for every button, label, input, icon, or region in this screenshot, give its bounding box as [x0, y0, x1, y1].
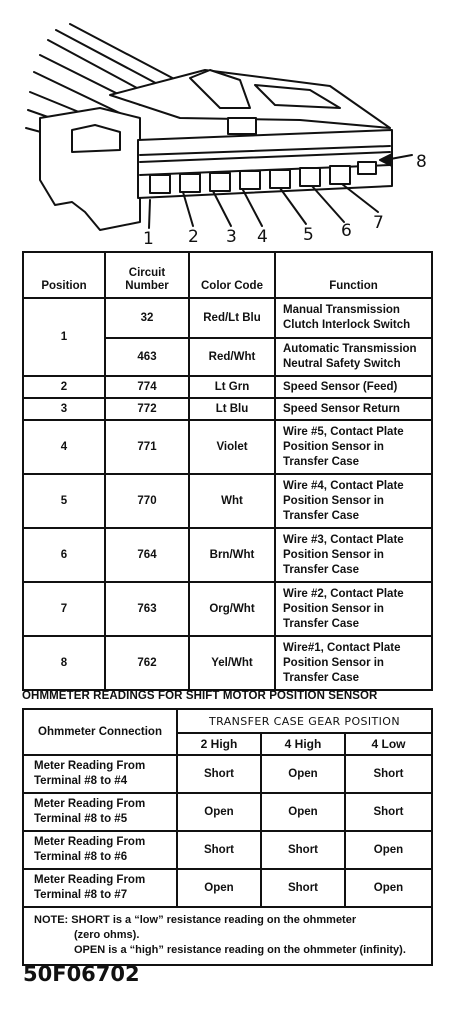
position-cell: 6	[23, 528, 105, 582]
color-cell: Org/Wht	[189, 582, 275, 636]
pin-label: 3	[226, 227, 237, 247]
circuit-cell: 32	[105, 298, 189, 338]
position-cell: 5	[23, 474, 105, 528]
position-cell: 7	[23, 582, 105, 636]
pin-label: 2	[188, 227, 199, 247]
note-line: OPEN is a “high” resistance reading on the ohmmeter (infinity).	[74, 944, 406, 956]
circuit-cell: 772	[105, 398, 189, 420]
reading-cell: Open	[345, 869, 432, 907]
reading-cell: Short	[177, 755, 261, 793]
reading-cell: Open	[177, 869, 261, 907]
header-color-code: Color Code	[189, 252, 275, 298]
circuit-cell: 763	[105, 582, 189, 636]
function-cell: Wire #5, Contact Plate Position Sensor in Transfer Case	[275, 420, 432, 474]
function-cell: Wire #3, Contact Plate Position Sensor in Transfer Case	[275, 528, 432, 582]
connection-cell: Meter Reading From Terminal #8 to #7	[23, 869, 177, 907]
figure-id: 50F06702	[23, 962, 140, 986]
header-ohmmeter-connection: Ohmmeter Connection	[23, 709, 177, 755]
pin-label: 4	[257, 227, 268, 247]
circuit-cell: 463	[105, 338, 189, 376]
position-cell: 3	[23, 398, 105, 420]
color-cell: Red/Lt Blu	[189, 298, 275, 338]
circuit-cell: 764	[105, 528, 189, 582]
pin-label: 7	[373, 213, 384, 233]
color-cell: Lt Blu	[189, 398, 275, 420]
reading-cell: Short	[261, 831, 345, 869]
position-cell: 2	[23, 376, 105, 398]
reading-cell: Open	[345, 831, 432, 869]
reading-cell: Open	[261, 755, 345, 793]
header-circuit-number: Circuit Number	[105, 252, 189, 298]
pin-label: 1	[143, 229, 154, 249]
header-gear: 4 High	[261, 733, 345, 755]
header-function: Function	[275, 252, 432, 298]
color-cell: Violet	[189, 420, 275, 474]
note-line: NOTE: SHORT is a “low” resistance reading on the ohmmeter	[34, 914, 357, 926]
position-cell: 4	[23, 420, 105, 474]
wire-6	[56, 30, 165, 88]
color-cell: Wht	[189, 474, 275, 528]
header-gear: 4 Low	[345, 733, 432, 755]
circuit-cell: 770	[105, 474, 189, 528]
pin-label: 6	[341, 221, 352, 241]
circuit-cell: 762	[105, 636, 189, 690]
color-cell: Brn/Wht	[189, 528, 275, 582]
function-cell: Manual Transmission Clutch Interlock Switch	[275, 298, 432, 338]
color-cell: Lt Grn	[189, 376, 275, 398]
color-cell: Yel/Wht	[189, 636, 275, 690]
reading-cell: Short	[345, 755, 432, 793]
function-cell: Wire#1, Contact Plate Position Sensor in Transfer Case	[275, 636, 432, 690]
connection-cell: Meter Reading From Terminal #8 to #5	[23, 793, 177, 831]
header-gear: 2 High	[177, 733, 261, 755]
function-cell: Speed Sensor Return	[275, 398, 432, 420]
pinout-table	[22, 251, 433, 691]
circuit-cell: 774	[105, 376, 189, 398]
header-transfer-case-gear-position: TRANSFER CASE GEAR POSITION	[177, 709, 432, 733]
header-position: Position	[23, 252, 105, 298]
note-cell	[23, 907, 432, 965]
pin-label: 5	[303, 225, 314, 245]
ohmmeter-section-title: OHMMETER READINGS FOR SHIFT MOTOR POSITION SENSOR	[22, 690, 378, 702]
circuit-cell: 771	[105, 420, 189, 474]
reading-cell: Short	[177, 831, 261, 869]
pin-label: 8	[416, 152, 427, 172]
connection-cell: Meter Reading From Terminal #8 to #6	[23, 831, 177, 869]
connector-diagram	[0, 0, 453, 250]
ohmmeter-table	[22, 708, 433, 966]
note-line: (zero ohms).	[74, 929, 140, 941]
reading-cell: Open	[177, 793, 261, 831]
wire-7	[70, 24, 180, 82]
reading-cell: Open	[261, 793, 345, 831]
function-cell: Speed Sensor (Feed)	[275, 376, 432, 398]
reading-cell: Short	[345, 793, 432, 831]
function-cell: Automatic Transmission Neutral Safety Switch	[275, 338, 432, 376]
position-cell: 8	[23, 636, 105, 690]
function-cell: Wire #4, Contact Plate Position Sensor in Transfer Case	[275, 474, 432, 528]
reading-cell: Short	[261, 869, 345, 907]
position-cell: 1	[23, 298, 105, 376]
color-cell: Red/Wht	[189, 338, 275, 376]
function-cell: Wire #2, Contact Plate Position Sensor in Transfer Case	[275, 582, 432, 636]
connection-cell: Meter Reading From Terminal #8 to #4	[23, 755, 177, 793]
